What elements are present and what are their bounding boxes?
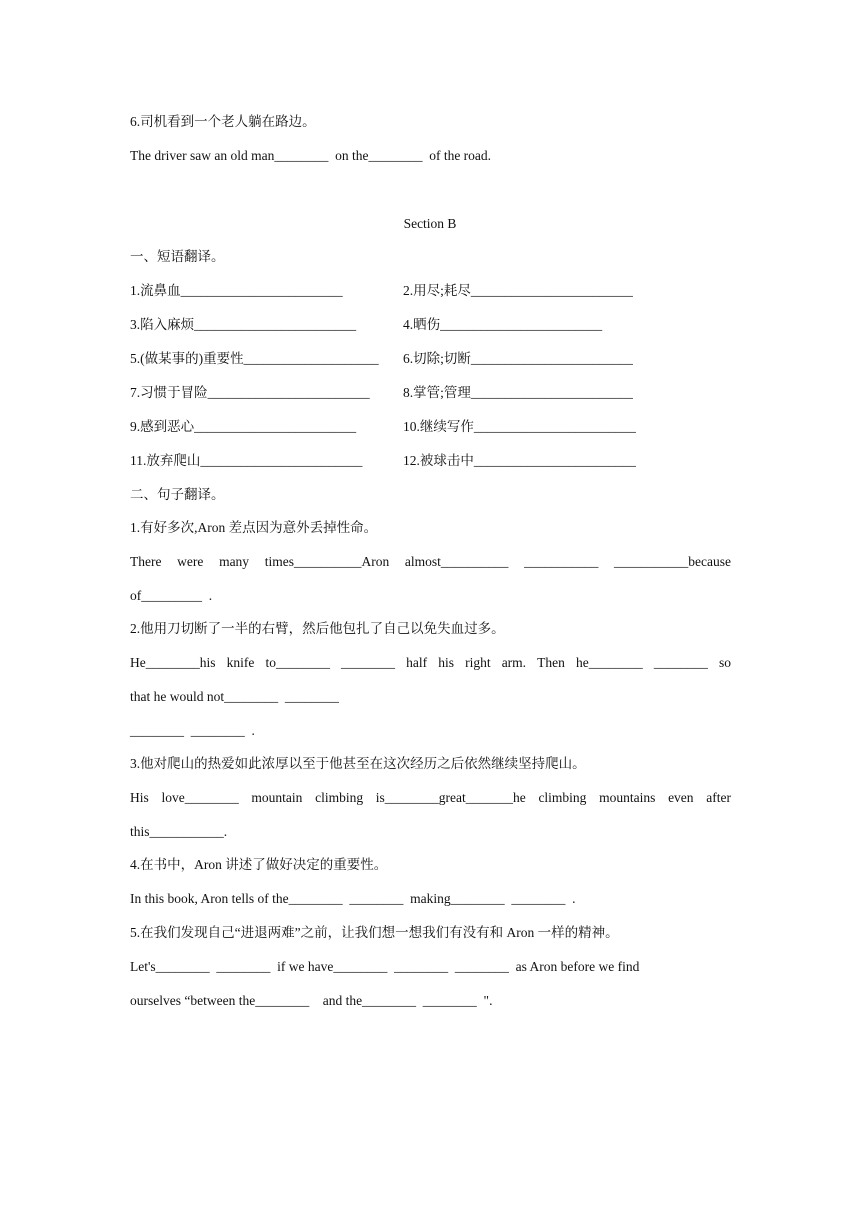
- phrase-item: 4.晒伤________________________: [403, 317, 603, 332]
- sentence2-english: [130, 654, 731, 672]
- phrase-item: 3.陷入麻烦________________________: [130, 317, 357, 332]
- phrase-item: 8.掌管;管理________________________: [403, 385, 633, 400]
- word: climbing: [538, 790, 587, 805]
- phrase-item: 5.(做某事的)重要性____________________: [130, 351, 379, 366]
- phrase-item: 12.被球击中________________________: [403, 453, 636, 468]
- sentence3-english: [130, 789, 731, 807]
- word: ___________because: [614, 554, 731, 569]
- sentence4-chinese: 4.在书中，Aron 讲述了做好决定的重要性。: [130, 857, 388, 872]
- phrase-item: 10.继续写作________________________: [403, 419, 636, 434]
- sentence5-english: Let's________ ________ if we have________ ________ ________ as Aron before we find: [130, 959, 640, 974]
- word: right: [465, 655, 491, 670]
- word: times__________Aron: [264, 554, 390, 569]
- word: even: [668, 790, 694, 805]
- sentence2-english-cont2: ________ ________ .: [130, 723, 255, 738]
- word: to________: [265, 655, 330, 670]
- phrase-item: 1.流鼻血________________________: [130, 283, 343, 298]
- word: were: [177, 554, 204, 569]
- phrase-item: 11.放弃爬山________________________: [130, 453, 363, 468]
- sentence2-english-cont: that he would not________ ________: [130, 689, 339, 704]
- sentence1-english: [130, 553, 731, 571]
- word: mountains: [599, 790, 656, 805]
- word: so: [718, 655, 731, 670]
- q6-chinese: 6.司机看到一个老人躺在路边。: [130, 114, 316, 129]
- phrase-item: 2.用尽;耗尽________________________: [403, 283, 633, 298]
- word: There: [130, 554, 162, 569]
- part1-heading: 一、短语翻译。: [130, 249, 225, 264]
- word: ________: [341, 655, 396, 670]
- sentence3-english-cont: this___________.: [130, 824, 228, 839]
- q6-english: The driver saw an old man________ on the________ of the road.: [130, 148, 492, 163]
- word: half: [406, 655, 428, 670]
- phrase-item: 6.切除;切断________________________: [403, 351, 633, 366]
- word: ___________: [524, 554, 599, 569]
- sentence5-english-cont: ourselves “between the________ and the________ ________ ".: [130, 993, 493, 1008]
- word: ________: [653, 655, 708, 670]
- word: His: [130, 790, 149, 805]
- word: mountain: [251, 790, 303, 805]
- sentence5-chinese: 5.在我们发现自己“进退两难”之前，让我们想一想我们有没有和 Aron 一样的精神。: [130, 925, 619, 940]
- phrase-item: 7.习惯于冒险________________________: [130, 385, 370, 400]
- word: love________: [161, 790, 239, 805]
- word: is________great_______he: [375, 790, 526, 805]
- sentence1-chinese: 1.有好多次,Aron 差点因为意外丢掉性命。: [130, 520, 378, 535]
- word: arm.: [501, 655, 527, 670]
- section-title: Section B: [403, 216, 457, 231]
- word: after: [706, 790, 731, 805]
- word: his: [438, 655, 454, 670]
- sentence3-chinese: 3.他对爬山的热爱如此浓厚以至于他甚至在这次经历之后依然继续坚持爬山。: [130, 756, 586, 771]
- word: many: [219, 554, 250, 569]
- word: climbing: [315, 790, 364, 805]
- word: he________: [576, 655, 643, 670]
- word: knife: [226, 655, 255, 670]
- sentence4-english: In this book, Aron tells of the________ ________ making________ ________ .: [130, 891, 576, 906]
- word: He________his: [130, 655, 216, 670]
- phrase-item: 9.感到恶心________________________: [130, 419, 357, 434]
- part2-heading: 二、句子翻译。: [130, 487, 225, 502]
- word: almost__________: [404, 554, 509, 569]
- sentence1-english-cont: of_________ .: [130, 588, 213, 603]
- sentence2-chinese: 2.他用刀切断了一半的右臂，然后他包扎了自己以免失血过多。: [130, 621, 505, 636]
- word: Then: [537, 655, 565, 670]
